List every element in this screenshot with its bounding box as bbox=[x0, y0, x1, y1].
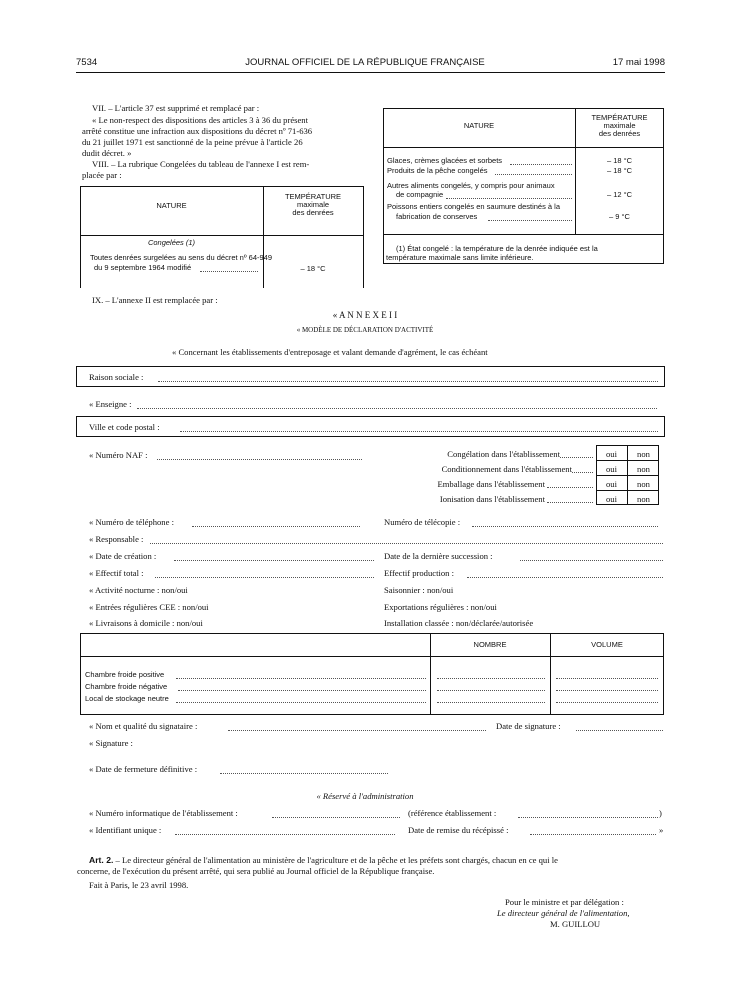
cold-row-label: Chambre froide négative bbox=[85, 682, 168, 691]
article-label: Art. 2. bbox=[89, 855, 114, 865]
nombre-field[interactable] bbox=[437, 690, 545, 691]
cold-row-label: Chambre froide positive bbox=[85, 670, 165, 679]
article-line: – Le directeur général de l'alimentation au ministère de l'agriculture et de la pêche et les préfets sont chargés, chacun en ce qui le bbox=[115, 855, 558, 865]
raison-sociale-field[interactable] bbox=[158, 381, 658, 382]
ref-etab-label: (référence établissement : bbox=[408, 808, 497, 818]
enseigne-field[interactable] bbox=[137, 408, 657, 409]
right-table-hline bbox=[383, 234, 664, 235]
oui-option[interactable]: oui bbox=[606, 464, 617, 474]
ref-close: ) bbox=[659, 808, 662, 818]
ident-label: « Identifiant unique : bbox=[89, 825, 162, 835]
date-remise-field[interactable] bbox=[530, 834, 656, 835]
installation-field[interactable]: Installation classée : non/déclarée/autorisée bbox=[384, 618, 534, 628]
header-rule bbox=[76, 72, 665, 73]
right-table-row: de compagnie bbox=[396, 190, 444, 199]
num-info-field[interactable] bbox=[272, 817, 400, 818]
non-option[interactable]: non bbox=[637, 494, 650, 504]
responsable-label: « Responsable : bbox=[89, 534, 144, 544]
right-table-temp: – 18 °C bbox=[606, 156, 633, 165]
col-volume: VOLUME bbox=[591, 640, 623, 649]
annex-concern: « Concernant les établissements d'entreposage et valant demande d'agrément, le cas échéant bbox=[172, 347, 488, 357]
para-vii: VII. – L'article 37 est supprimé et remplacé par : bbox=[92, 103, 260, 113]
date-signature-field[interactable] bbox=[576, 730, 663, 731]
right-table-row: Poissons entiers congelés en saumure destinés à la bbox=[387, 202, 561, 211]
fait-a-paris: Fait à Paris, le 23 avril 1998. bbox=[89, 880, 189, 890]
right-table-hline bbox=[383, 147, 664, 148]
fax-label: Numéro de télécopie : bbox=[384, 517, 461, 527]
ville-box bbox=[76, 416, 665, 437]
volume-field[interactable] bbox=[556, 690, 658, 691]
date-remise-label: Date de remise du récépissé : bbox=[408, 825, 509, 835]
oui-option[interactable]: oui bbox=[606, 449, 617, 459]
left-table-temp: – 18 °C bbox=[300, 264, 326, 273]
para-vii-line: dudit décret. » bbox=[82, 148, 132, 158]
naf-field[interactable] bbox=[157, 459, 362, 460]
nombre-field[interactable] bbox=[437, 702, 545, 703]
ident-field[interactable] bbox=[175, 834, 395, 835]
cold-row-label: Local de stockage neutre bbox=[85, 694, 169, 703]
non-option[interactable]: non bbox=[637, 479, 650, 489]
left-table-row: Toutes denrées surgelées au sens du décret nº 64-949 bbox=[90, 253, 273, 262]
right-table-temp: – 9 °C bbox=[609, 212, 630, 221]
responsable-field[interactable] bbox=[150, 543, 663, 544]
yn-label: Emballage dans l'établissement bbox=[437, 479, 545, 489]
livraisons-field[interactable]: « Livraisons à domicile : non/oui bbox=[89, 618, 203, 628]
nombre-field[interactable] bbox=[437, 678, 545, 679]
right-table-temp: – 12 °C bbox=[606, 190, 633, 199]
right-table-row: Glaces, crèmes glacées et sorbets bbox=[387, 156, 503, 165]
signature-label: « Signature : bbox=[89, 738, 133, 748]
succession-label: Date de la dernière succession : bbox=[384, 551, 493, 561]
nocturne-field[interactable]: « Activité nocturne : non/oui bbox=[89, 585, 188, 595]
entrees-cee-field[interactable]: « Entrées régulières CEE : non/oui bbox=[89, 602, 209, 612]
right-table-h-nature: NATURE bbox=[463, 121, 495, 130]
left-table-h-temp: TEMPÉRATURE maximale des denrées bbox=[284, 192, 342, 217]
signataire-field[interactable] bbox=[228, 730, 486, 731]
raison-sociale-label: Raison sociale : bbox=[89, 372, 144, 382]
effectif-label: « Effectif total : bbox=[89, 568, 144, 578]
issue-date: 17 mai 1998 bbox=[612, 57, 665, 68]
oui-option[interactable]: oui bbox=[606, 494, 617, 504]
volume-field[interactable] bbox=[556, 678, 658, 679]
ref-etab-field[interactable] bbox=[518, 817, 658, 818]
non-option[interactable]: non bbox=[637, 449, 650, 459]
left-table-section: Congelées (1) bbox=[147, 238, 196, 247]
exportations-field[interactable]: Exportations régulières : non/oui bbox=[384, 602, 497, 612]
effectif-prod-field[interactable] bbox=[467, 577, 663, 578]
yn-label: Conditionnement dans l'établissement bbox=[441, 464, 572, 474]
raison-sociale-box bbox=[76, 366, 665, 387]
date-close: » bbox=[659, 825, 664, 835]
para-vii-line: arrêté constitue une infraction aux dispositions du décret nº 71-636 bbox=[82, 126, 313, 136]
yn-label: Ionisation dans l'établissement bbox=[439, 494, 545, 504]
naf-label: « Numéro NAF : bbox=[89, 450, 148, 460]
saisonnier-field[interactable]: Saisonnier : non/oui bbox=[384, 585, 454, 595]
left-table-border bbox=[363, 186, 364, 288]
page-number: 7534 bbox=[76, 57, 98, 68]
right-table-note: température maximale sans limite inférieure. bbox=[386, 253, 534, 262]
ville-field[interactable] bbox=[180, 431, 658, 432]
yn-label: Congélation dans l'établissement bbox=[447, 449, 560, 459]
effectif-field[interactable] bbox=[155, 577, 374, 578]
left-table-h-nature: NATURE bbox=[156, 201, 187, 210]
right-table-row: Autres aliments congelés, y compris pour animaux bbox=[387, 181, 555, 190]
right-table-row: Produits de la pêche congelés bbox=[387, 166, 488, 175]
ville-label: Ville et code postal : bbox=[89, 422, 160, 432]
enseigne-label: « Enseigne : bbox=[89, 399, 132, 409]
creation-label: « Date de création : bbox=[89, 551, 157, 561]
reserve-admin: « Réservé à l'administration bbox=[316, 791, 414, 801]
para-viii: placée par : bbox=[82, 170, 122, 180]
para-vii-line: du 21 juillet 1971 est sanctionné de la peine prévue à l'article 26 bbox=[82, 137, 303, 147]
volume-field[interactable] bbox=[556, 702, 658, 703]
effectif-prod-label: Effectif production : bbox=[384, 568, 455, 578]
fermeture-label: « Date de fermeture définitive : bbox=[89, 764, 198, 774]
non-option[interactable]: non bbox=[637, 464, 650, 474]
phone-field[interactable] bbox=[192, 526, 360, 527]
right-table-h-temp: TEMPÉRATURE maximale des denrées bbox=[591, 113, 648, 138]
oui-option[interactable]: oui bbox=[606, 479, 617, 489]
fax-field[interactable] bbox=[472, 526, 658, 527]
article-line: concerne, de l'exécution du présent arrêté, qui sera publié au Journal officiel de la République française. bbox=[77, 866, 435, 876]
annex-title: « A N N E X E I I bbox=[332, 310, 398, 320]
phone-label: « Numéro de téléphone : bbox=[89, 517, 174, 527]
left-table-row: du 9 septembre 1964 modifié bbox=[94, 263, 192, 272]
annex-subtitle: « MODÈLE DE DÉCLARATION D'ACTIVITÉ bbox=[296, 326, 434, 334]
col-nombre: NOMBRE bbox=[473, 640, 507, 649]
signataire-label: « Nom et qualité du signataire : bbox=[89, 721, 198, 731]
signoff-name: M. GUILLOU bbox=[550, 919, 601, 929]
num-info-label: « Numéro informatique de l'établissement : bbox=[89, 808, 238, 818]
right-table-note: (1) État congelé : la température de la denrée indiquée est la bbox=[396, 244, 598, 253]
creation-field[interactable] bbox=[174, 560, 374, 561]
journal-title: JOURNAL OFFICIEL DE LA RÉPUBLIQUE FRANÇAISE bbox=[245, 57, 485, 68]
right-table-row: fabrication de conserves bbox=[396, 212, 478, 221]
succession-field[interactable] bbox=[520, 560, 663, 561]
para-ix: IX. – L'annexe II est remplacée par : bbox=[92, 295, 218, 305]
date-signature-label: Date de signature : bbox=[496, 721, 561, 731]
para-viii: VIII. – La rubrique Congelées du tableau de l'annexe I est rem- bbox=[92, 159, 310, 169]
para-vii-line: « Le non-respect des dispositions des articles 3 à 36 du présent bbox=[92, 115, 308, 125]
fermeture-field[interactable] bbox=[220, 773, 388, 774]
signoff-title: Le directeur général de l'alimentation, bbox=[497, 908, 630, 918]
signoff-line: Pour le ministre et par délégation : bbox=[505, 897, 624, 907]
article-2 bbox=[89, 855, 558, 865]
right-table-temp: – 18 °C bbox=[606, 166, 633, 175]
